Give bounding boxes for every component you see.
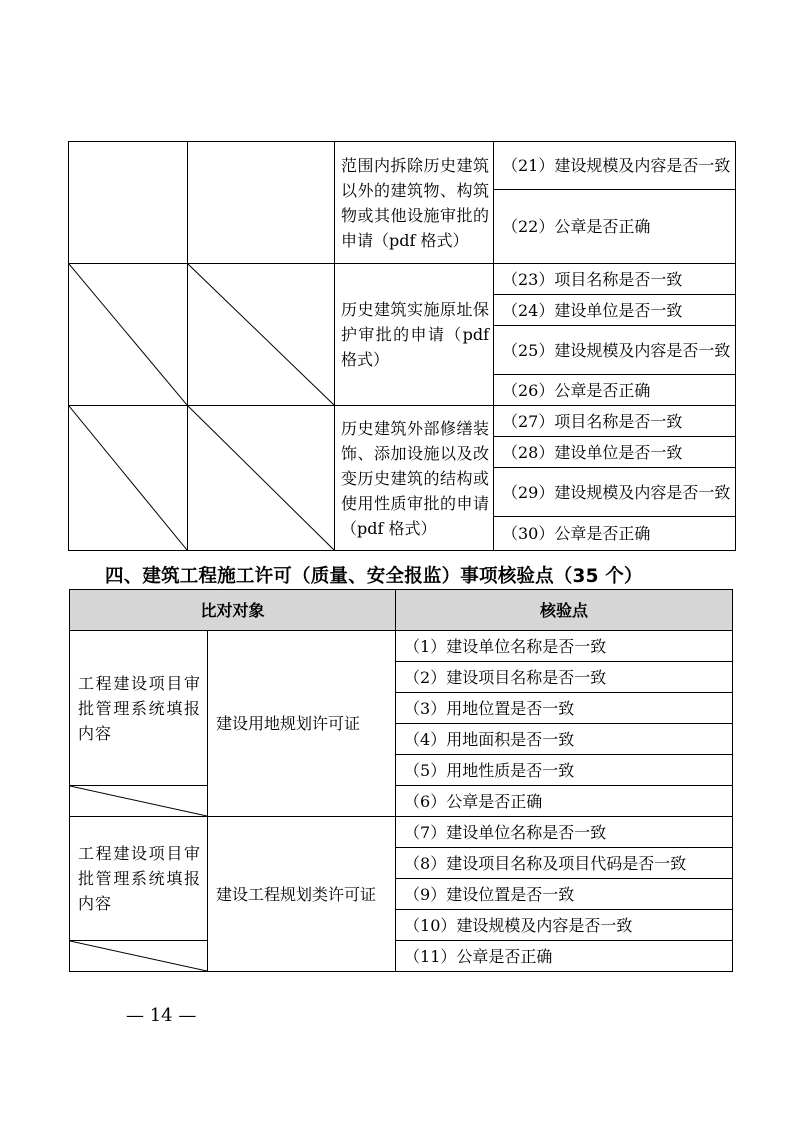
check-point: （1）建设单位名称是否一致 — [396, 631, 733, 662]
diagonal-empty-cell — [70, 786, 208, 817]
header-check-points: 核验点 — [396, 590, 733, 631]
check-point: （3）用地位置是否一致 — [396, 693, 733, 724]
diagonal-empty-cell — [188, 406, 335, 551]
diagonal-line — [188, 264, 334, 405]
header-comparison-object: 比对对象 — [70, 590, 396, 631]
diagonal-empty-cell — [69, 264, 188, 406]
check-point: （2）建设项目名称是否一致 — [396, 662, 733, 693]
section-title: 四、建筑工程施工许可（质量、安全报监）事项核验点（35 个） — [105, 566, 643, 587]
diagonal-line — [70, 941, 207, 971]
empty-cell — [69, 142, 188, 264]
diagonal-line — [69, 406, 187, 550]
check-point: （21）建设规模及内容是否一致 — [494, 142, 736, 190]
check-point: （30）公章是否正确 — [494, 517, 736, 551]
diagonal-line — [69, 264, 187, 405]
check-point: （25）建设规模及内容是否一致 — [494, 326, 736, 375]
check-point: （11）公章是否正确 — [396, 941, 733, 972]
check-point: （26）公章是否正确 — [494, 375, 736, 406]
diagonal-line — [188, 406, 334, 550]
diagonal-empty-cell — [69, 406, 188, 551]
application-name: 范围内拆除历史建筑以外的建筑物、构筑物或其他设施审批的申请（pdf 格式） — [335, 142, 494, 264]
application-name: 历史建筑外部修缮装饰、添加设施以及改变历史建筑的结构或使用性质审批的申请（pdf 格式） — [335, 406, 494, 551]
check-point: （23）项目名称是否一致 — [494, 264, 736, 295]
application-name: 历史建筑实施原址保护审批的申请（pdf 格式） — [335, 264, 494, 406]
diagonal-line — [70, 786, 207, 816]
check-point: （10）建设规模及内容是否一致 — [396, 910, 733, 941]
check-point: （6）公章是否正确 — [396, 786, 733, 817]
comparison-source: 工程建设项目审批管理系统填报内容 — [70, 631, 208, 786]
check-point: （4）用地面积是否一致 — [396, 724, 733, 755]
check-point: （29）建设规模及内容是否一致 — [494, 468, 736, 517]
comparison-document: 建设用地规划许可证 — [208, 631, 396, 817]
check-point: （27）项目名称是否一致 — [494, 406, 736, 437]
check-point: （28）建设单位是否一致 — [494, 437, 736, 468]
comparison-document: 建设工程规划类许可证 — [208, 817, 396, 972]
empty-cell — [188, 142, 335, 264]
check-point: （9）建设位置是否一致 — [396, 879, 733, 910]
diagonal-empty-cell — [70, 941, 208, 972]
check-point: （5）用地性质是否一致 — [396, 755, 733, 786]
comparison-source: 工程建设项目审批管理系统填报内容 — [70, 817, 208, 941]
construction-permit-table — [69, 589, 733, 972]
page-number: — 14 — — [126, 1005, 197, 1026]
verification-table-continued — [68, 141, 736, 551]
check-point: （22）公章是否正确 — [494, 190, 736, 264]
check-point: （7）建设单位名称是否一致 — [396, 817, 733, 848]
diagonal-empty-cell — [188, 264, 335, 406]
check-point: （24）建设单位是否一致 — [494, 295, 736, 326]
check-point: （8）建设项目名称及项目代码是否一致 — [396, 848, 733, 879]
